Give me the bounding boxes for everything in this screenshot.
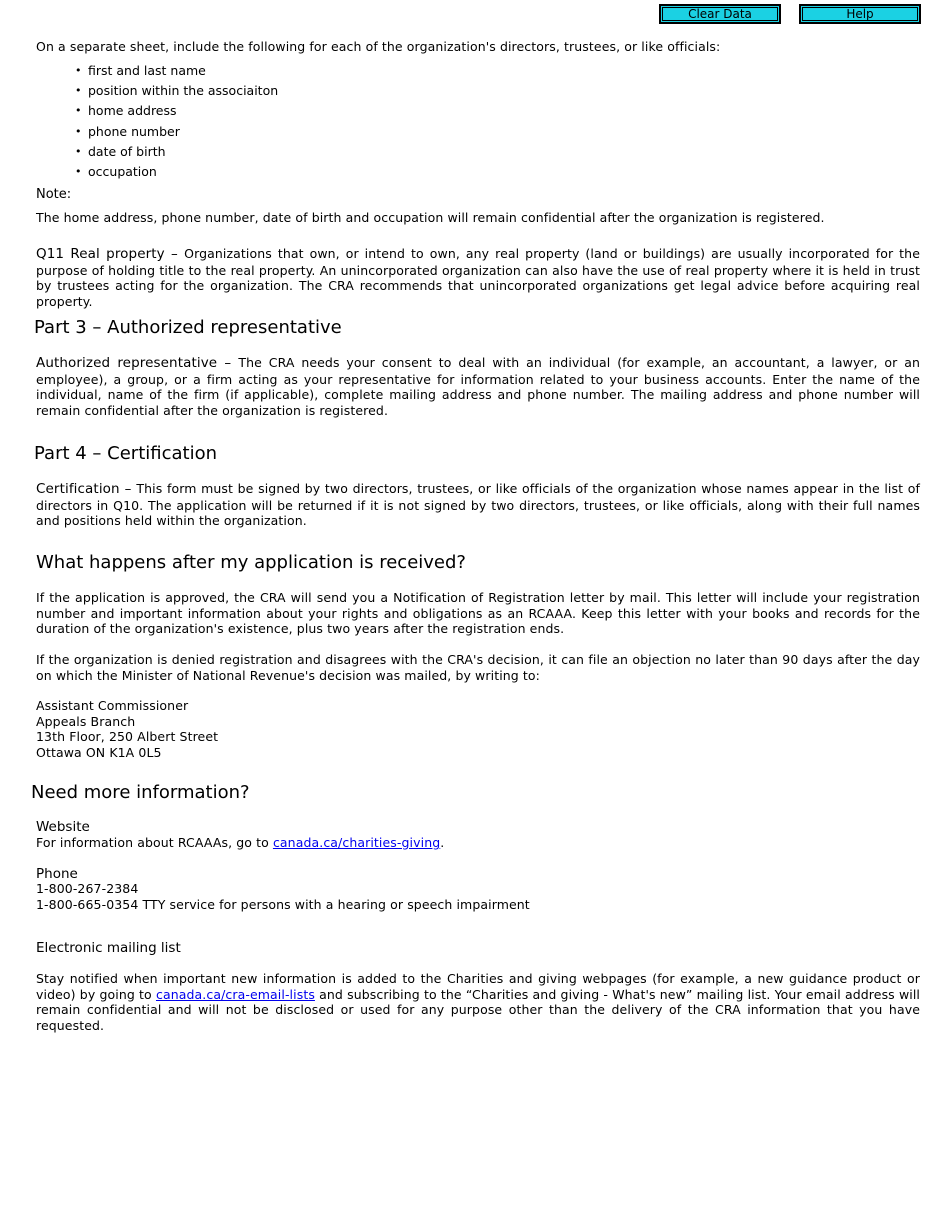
list-item: • occupation [75, 163, 157, 179]
address-line: 13th Floor, 250 Albert Street [36, 729, 219, 745]
email-list-label: Electronic mailing list [36, 940, 181, 956]
list-item: • phone number [75, 123, 180, 139]
bullet-icon: • [75, 64, 82, 77]
appeals-address [36, 698, 436, 760]
part3-label: Authorized representative – [36, 355, 239, 371]
website-label: Website [36, 819, 90, 835]
list-item: • date of birth [75, 143, 166, 159]
list-item: • position within the associaiton [75, 83, 279, 99]
cra-email-lists-link[interactable]: canada.ca/cra-email-lists [155, 986, 315, 1002]
phone-number-1: 1-800-267-2384 [36, 881, 139, 896]
part3-heading: Part 3 – Authorized representative [34, 317, 342, 338]
bullet-icon: • [75, 124, 82, 138]
address-line: Appeals Branch [36, 713, 136, 729]
bullet-icon: • [75, 104, 82, 118]
list-item: • home address [75, 103, 177, 119]
help-button[interactable]: Help [799, 4, 921, 24]
bullet-icon: • [75, 84, 82, 98]
part4-label: Certification – [36, 481, 137, 497]
phone-label: Phone [36, 866, 78, 882]
note-text: The home address, phone number, date of birth and occupation will remain confidential after the organization is registered. [36, 210, 825, 225]
website-text: For information about RCAAAs, go to canada.ca/charities-giving. [36, 835, 445, 850]
phone-number-2: 1-800-665-0354 TTY service for persons with a hearing or speech impairment [36, 897, 530, 912]
address-line: Ottawa ON K1A 0L5 [36, 744, 162, 760]
part3-paragraph: Authorized representative – The CRA needs your consent to deal with an individual (for example, an accountant, a lawyer, or an employee), a group, or a firm acting as your representative for information related to your business accounts. Enter the name of the individual, name of the firm (if applicable), complete mailing address and phone number. The mailing address and phone number will remain confidential after the organization is registered. [36, 355, 920, 418]
after-para2: If the organization is denied registration and disagrees with the CRA's decision, it can file an objection no later than 90 days after the day on which the Minister of National Revenue's decision was mailed, by writing to: [36, 652, 920, 683]
email-list-paragraph: Stay notified when important new information is added to the Charities and giving webpages (for example, a new guidance product or video) by going to canada.ca/cra-email-lists and subscribing to the “Charities and giving - What's new” mailing list. Your email address will remain confidential and will not be disclosed or used for any purpose other than the delivery of the CRA information that you have requested. [36, 971, 920, 1033]
clear-data-button[interactable]: Clear Data [659, 4, 781, 24]
bullet-icon: • [75, 164, 82, 178]
note-label: Note: [36, 187, 72, 202]
after-heading: What happens after my application is received? [36, 552, 466, 573]
charities-giving-link[interactable]: canada.ca/charities-giving [272, 835, 441, 850]
q11-paragraph: Q11 Real property – Organizations that own, or intend to own, any real property (land or buildings) are usually incorporated for the purpose of holding title to the real property. An unincorporated organization can also have the use of real property where it is held in trust by trustees acting for the organization. The CRA recommends that unincorporated organizations get legal advice before acquiring real property. [36, 246, 920, 309]
part4-paragraph: Certification – This form must be signed by two directors, trustees, or like officials of the organization whose names appear in the list of directors in Q10. The application will be returned if it is not signed by two directors, trustees, or like officials, along with their full names and positions held within the organization. [36, 481, 920, 529]
address-line: Assistant Commissioner [36, 698, 189, 713]
after-para1: If the application is approved, the CRA will send you a Notification of Registration letter by mail. This letter will include your registration number and important information about your rights and obligations as an RCAAA. Keep this letter with your books and records for the duration of the organization's existence, plus two years after the registration ends. [36, 590, 920, 637]
list-item: • first and last name [75, 63, 206, 78]
q11-label: Q11 Real property – [36, 246, 185, 262]
directors-list [75, 62, 475, 183]
directors-intro: On a separate sheet, include the following for each of the organization's directors, trustees, or like officials: [36, 39, 721, 54]
part4-heading: Part 4 – Certification [34, 443, 217, 464]
bullet-icon: • [75, 144, 82, 158]
more-info-heading: Need more information? [31, 782, 250, 803]
